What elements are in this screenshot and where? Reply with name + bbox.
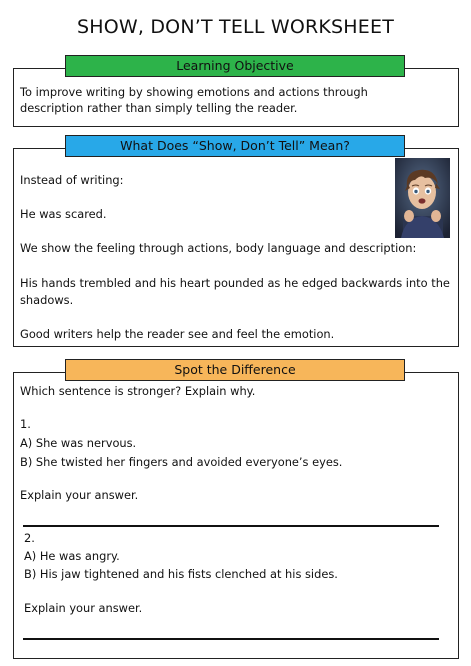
- objective-line-1: To improve writing by showing emotions and actions through: [20, 85, 368, 99]
- item-1-number: 1.: [20, 417, 31, 431]
- meaning-instead: Instead of writing:: [20, 173, 124, 187]
- meaning-good-writers: Good writers help the reader see and feel the emotion.: [20, 327, 335, 341]
- scared-boy-illustration-icon: [395, 158, 450, 238]
- worksheet-title: SHOW, DON’T TELL WORKSHEET: [76, 16, 395, 38]
- meaning-we-show: We show the feeling through actions, body language and description:: [20, 241, 417, 255]
- objective-banner: [65, 55, 405, 77]
- item-2-option-a: A) He was angry.: [24, 549, 120, 563]
- meaning-example-2: shadows.: [20, 293, 74, 307]
- item-1-option-b: B) She twisted her fingers and avoided everyone’s eyes.: [20, 455, 343, 469]
- meaning-example-1: His hands trembled and his heart pounded as he edged backwards into the: [20, 276, 450, 290]
- objective-line-2: description rather than simply telling the reader.: [20, 101, 298, 115]
- item-2-number: 2.: [24, 531, 35, 545]
- item-1-explain: Explain your answer.: [20, 488, 139, 502]
- item-2-answer-line[interactable]: [23, 638, 439, 640]
- meaning-scared: He was scared.: [20, 207, 107, 221]
- difference-heading: Spot the Difference: [174, 362, 296, 377]
- difference-question: Which sentence is stronger? Explain why.: [20, 384, 256, 398]
- difference-banner: [65, 359, 405, 381]
- item-2-explain: Explain your answer.: [24, 601, 143, 615]
- meaning-banner: [65, 135, 405, 157]
- objective-heading: Learning Objective: [176, 58, 294, 73]
- meaning-heading: What Does “Show, Don’t Tell” Mean?: [120, 138, 350, 153]
- item-1-answer-line[interactable]: [23, 525, 439, 527]
- item-2-option-b: B) His jaw tightened and his fists clenched at his sides.: [24, 567, 338, 581]
- item-1-option-a: A) She was nervous.: [20, 436, 137, 450]
